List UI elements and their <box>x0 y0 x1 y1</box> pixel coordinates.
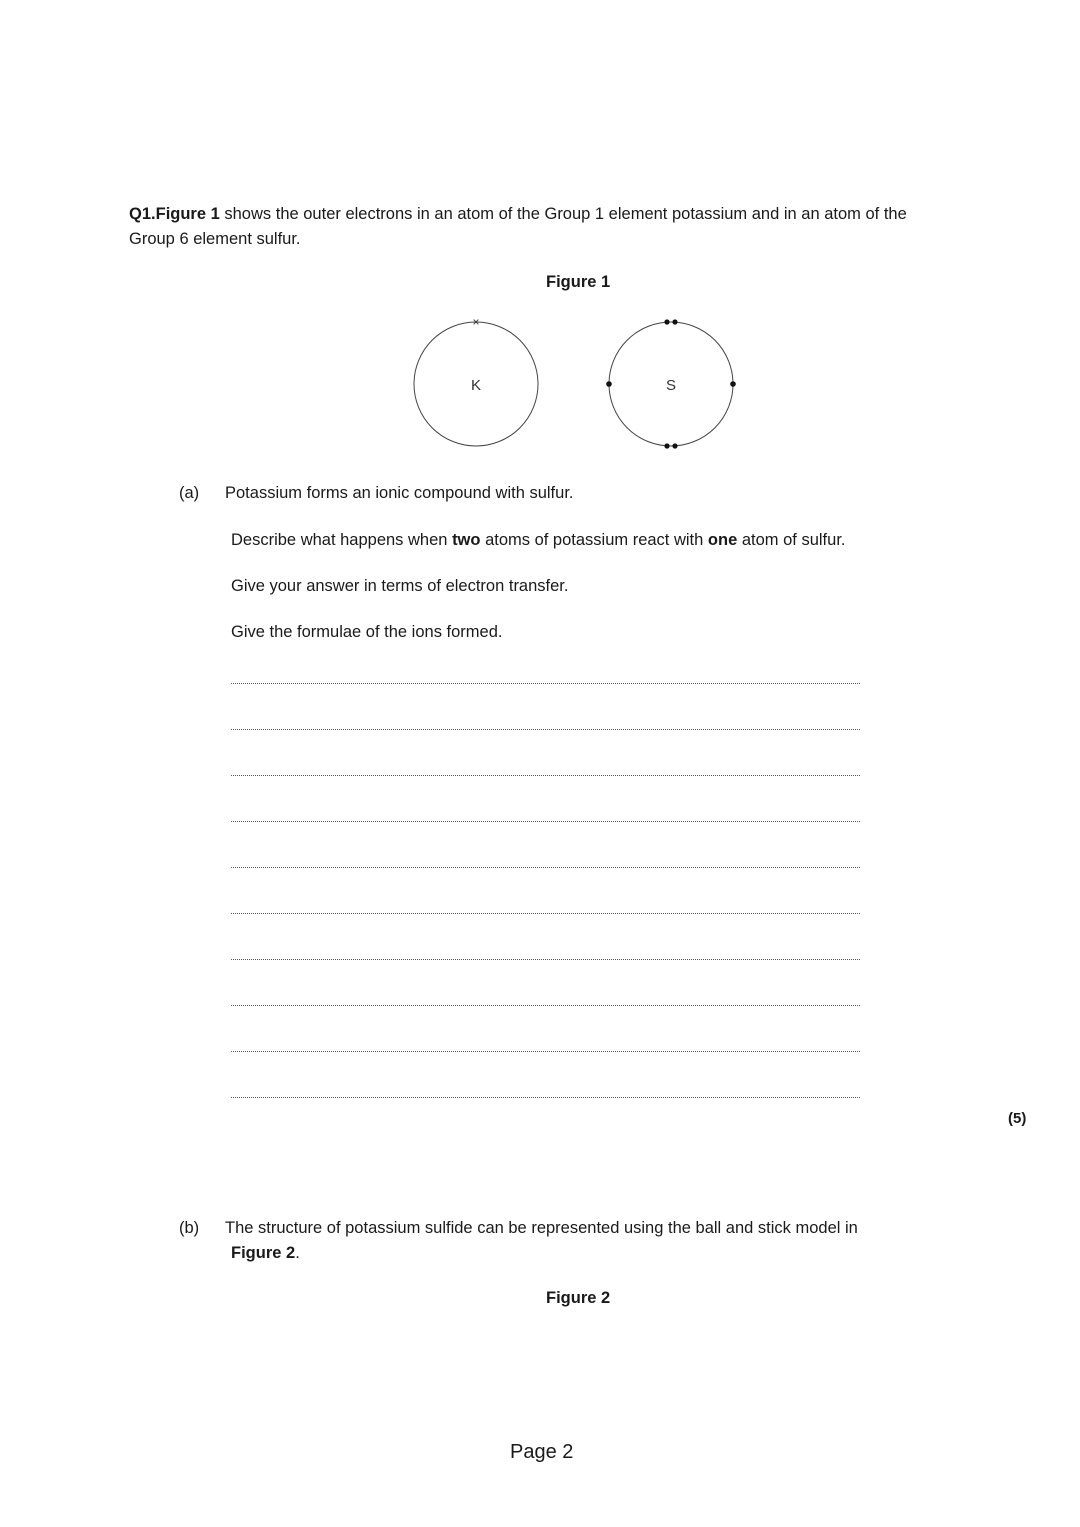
potassium-electron-cross: × <box>472 315 480 329</box>
answer-line[interactable] <box>231 1097 860 1098</box>
describe-emphasis-one: one <box>707 531 738 549</box>
sulfur-electron-dot <box>672 319 677 324</box>
figure1-reference: Figure 1 <box>155 205 220 223</box>
answer-line[interactable] <box>231 1051 860 1052</box>
part-a-marks: (5) <box>1008 1110 1027 1127</box>
part-b-figure-reference <box>231 1241 300 1266</box>
question-intro-text: shows the outer electrons in an atom of the Group 1 element potassium and in an atom of the <box>219 205 907 223</box>
sulfur-electron-dot <box>664 319 669 324</box>
answer-line[interactable] <box>231 867 860 868</box>
sulfur-electron-dot <box>664 443 669 448</box>
reference-suffix: . <box>295 1244 300 1262</box>
part-a-instruction-formulae: Give the formulae of the ions formed. <box>231 623 503 641</box>
describe-text: atoms of potassium react with <box>480 531 708 549</box>
part-a-statement: Potassium forms an ionic compound with sulfur. <box>225 484 574 502</box>
answer-line[interactable] <box>231 821 860 822</box>
part-a-label: (a) <box>179 484 200 502</box>
answer-line[interactable] <box>231 959 860 960</box>
answer-line[interactable] <box>231 729 860 730</box>
sulfur-electron-dot <box>606 381 612 387</box>
question-number: Q1. <box>129 205 156 223</box>
figure2-reference: Figure 2 <box>231 1244 296 1262</box>
page-number: Page 2 <box>510 1441 574 1463</box>
part-b-text: The structure of potassium sulfide can be represented using the ball and stick model in <box>225 1219 858 1237</box>
describe-text: atom of sulfur. <box>737 531 846 549</box>
describe-emphasis-two: two <box>452 531 481 549</box>
answer-line[interactable] <box>231 1005 860 1006</box>
part-b-label: (b) <box>179 1219 200 1237</box>
part-a-instruction-electron-transfer: Give your answer in terms of electron transfer. <box>231 577 569 595</box>
potassium-symbol: K <box>470 377 482 394</box>
describe-text: Describe what happens when <box>231 531 453 549</box>
sulfur-atom <box>606 319 736 448</box>
question-intro <box>129 202 1009 252</box>
figure1-title: Figure 1 <box>546 273 611 291</box>
sulfur-electron-dot <box>672 443 677 448</box>
answer-line[interactable] <box>231 775 860 776</box>
question-intro-text-continued: Group 6 element sulfur. <box>129 230 301 248</box>
sulfur-symbol: S <box>665 377 677 394</box>
figure2-title: Figure 2 <box>546 1289 611 1307</box>
answer-line[interactable] <box>231 913 860 914</box>
potassium-atom <box>414 315 538 446</box>
answer-line[interactable] <box>231 683 860 684</box>
sulfur-electron-dot <box>730 381 736 387</box>
figure1-diagram <box>400 305 760 465</box>
part-a-describe <box>231 528 845 553</box>
